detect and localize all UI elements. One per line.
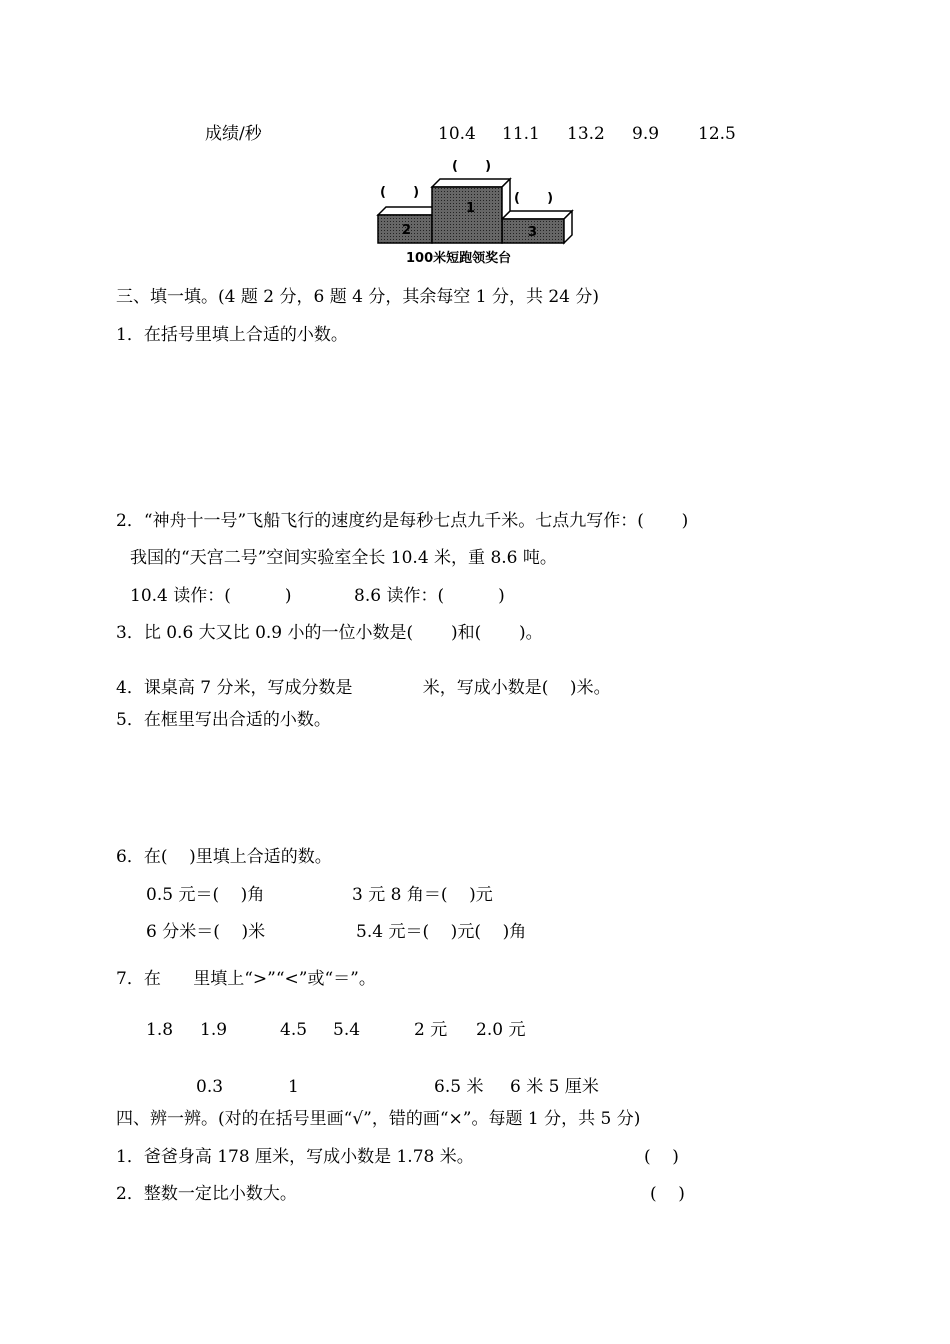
table-cell: 12.5 (698, 124, 736, 144)
question-3-6-a: 0.5 元＝( )角 (146, 885, 265, 905)
question-3-2-read-a: 10.4 读作：( ) (130, 586, 292, 606)
compare-value: 6.5 米 (434, 1077, 484, 1097)
podium-place-3: 3 (528, 225, 538, 240)
podium-paren-2: ( ) (380, 185, 420, 200)
table-row-label: 成绩/秒 (205, 124, 262, 144)
compare-value: 1.9 (200, 1020, 228, 1040)
podium-place-1: 1 (466, 201, 476, 216)
podium-place-2: 2 (402, 223, 412, 238)
podium-step-2-top (378, 207, 440, 215)
table-cell: 10.4 (438, 124, 476, 144)
question-3-6: 6．在( )里填上合适的数。 (116, 847, 332, 867)
question-3-7: 7．在 里填上“>”“<”或“＝”。 (116, 969, 376, 989)
question-3-6-b: 3 元 8 角＝( )元 (352, 885, 493, 905)
section-3-heading: 三、填一填。(4 题 2 分，6 题 4 分，其余每空 1 分，共 24 分) (116, 287, 600, 307)
podium-figure (372, 155, 582, 270)
answer-paren[interactable]: ( ) (650, 1184, 685, 1204)
compare-value: 1 (288, 1077, 299, 1097)
compare-value: 5.4 (333, 1020, 361, 1040)
table-cell: 9.9 (632, 124, 660, 144)
podium-caption: 100米短跑领奖台 (406, 251, 512, 266)
podium-paren-1: ( ) (452, 159, 492, 174)
question-3-3: 3．比 0.6 大又比 0.9 小的一位小数是( )和( )。 (116, 623, 543, 643)
podium-step-3-top (502, 211, 572, 219)
compare-value: 2.0 元 (476, 1020, 526, 1040)
compare-value: 1.8 (146, 1020, 174, 1040)
question-3-2-line2: 我国的“天宫二号”空间实验室全长 10.4 米，重 8.6 吨。 (130, 548, 557, 568)
table-cell: 13.2 (567, 124, 605, 144)
question-3-5: 5．在框里写出合适的小数。 (116, 710, 331, 730)
question-3-2-read-b: 8.6 读作：( ) (354, 586, 505, 606)
question-3-6-d: 5.4 元＝( )元( )角 (356, 922, 527, 942)
question-4-1: 1．爸爸身高 178 厘米，写成小数是 1.78 米。 (116, 1147, 474, 1167)
podium-step-1-top (432, 179, 510, 187)
question-3-2: 2．“神舟十一号”飞船飞行的速度约是每秒七点九千米。七点九写作：( ) (116, 511, 689, 531)
question-3-6-c: 6 分米＝( )米 (146, 922, 266, 942)
compare-value: 6 米 5 厘米 (510, 1077, 599, 1097)
answer-paren[interactable]: ( ) (644, 1147, 679, 1167)
compare-value: 4.5 (280, 1020, 308, 1040)
question-3-1: 1．在括号里填上合适的小数。 (116, 325, 348, 345)
section-4-heading: 四、辨一辨。(对的在括号里画“√”，错的画“×”。每题 1 分，共 5 分) (116, 1109, 641, 1129)
compare-value: 0.3 (196, 1077, 224, 1097)
table-cell: 11.1 (502, 124, 540, 144)
compare-value: 2 元 (414, 1020, 448, 1040)
question-3-4: 4．课桌高 7 分米，写成分数是 米，写成小数是( )米。 (116, 678, 611, 698)
question-4-2: 2．整数一定比小数大。 (116, 1184, 297, 1204)
podium-paren-3: ( ) (514, 191, 554, 206)
